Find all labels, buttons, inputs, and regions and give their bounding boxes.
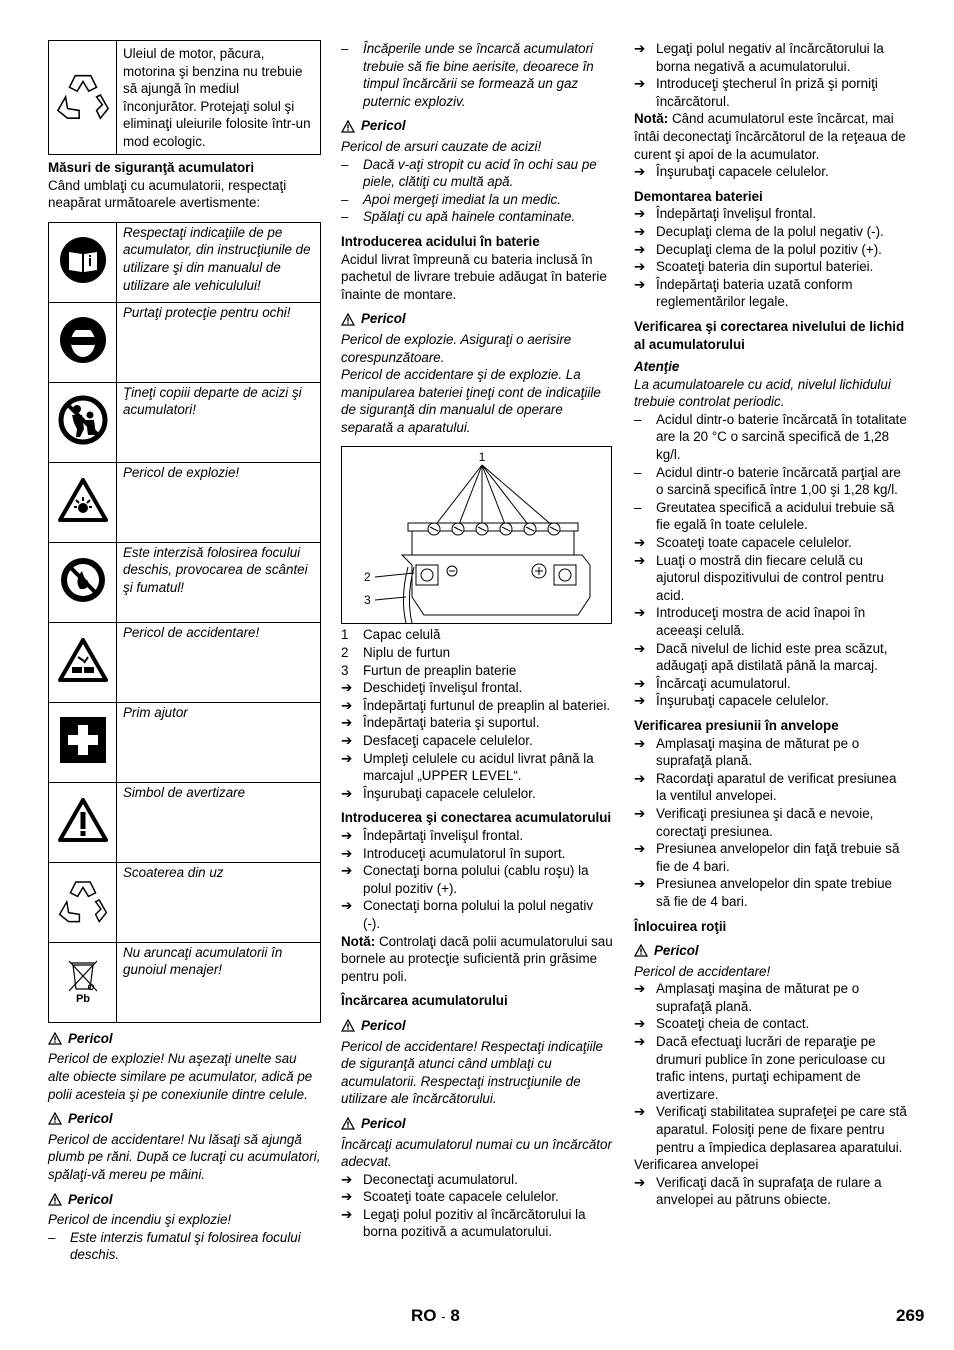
- danger-text: Încărcaţi acumulatorul numai cu un încărcător adecvat.: [341, 1136, 612, 1170]
- warning-icon: [48, 1193, 62, 1206]
- read-manual-icon: [49, 222, 117, 302]
- no-bin-pb-icon: [49, 942, 117, 1022]
- warning-icon: [341, 1117, 355, 1130]
- warning-icon: [634, 944, 648, 957]
- step-item: ➔ Înşurubaţi capacele celulelor.: [634, 693, 829, 709]
- explosion-icon: [49, 462, 117, 542]
- attention-label: Atenţie: [634, 359, 680, 375]
- step-item: ➔ Îndepărtaţi bateria uzată conform reglementărilor legale.: [634, 276, 853, 310]
- warning-icon: [341, 120, 355, 133]
- oil-text: Uleiul de motor, păcura, motorina şi benzina nu trebuie să ajungă în mediul înconjurător. Protejaţi solul şi eliminaţi uleiurile folosite într-un mod ecologic.: [117, 41, 321, 155]
- symbol-row: [49, 41, 321, 155]
- symbol-text: Scoaterea din uz: [117, 862, 321, 942]
- step-item: ➔ Scoateţi toate capacele celulelor.: [341, 1189, 559, 1205]
- battery-symbol-table: [48, 222, 321, 1023]
- symbol-text: Simbol de avertizare: [117, 782, 321, 862]
- symbol-text: Ţineţi copiii departe de acizi şi acumulatori!: [117, 382, 321, 462]
- list-item: – Spălaţi cu apă hainele contaminate.: [341, 209, 576, 225]
- section-heading: Verificarea şi corectarea nivelului de lichid al acumulatorului: [634, 318, 905, 352]
- step-item: ➔ Desfaceţi capacele celulelor.: [341, 733, 533, 749]
- attention-text: La acumulatoarele cu acid, nivelul lichidului trebuie controlat periodic.: [634, 376, 891, 410]
- callout-2: 2: [364, 570, 371, 585]
- step-item: ➔ Umpleţi celulele cu acidul livrat până la marcajul „UPPER LEVEL“.: [341, 750, 594, 784]
- danger-heading: Pericol: [48, 1191, 321, 1209]
- step-item: ➔ Decuplaţi clema de la polul negativ (-).: [634, 223, 884, 239]
- symbol-text: Pericol de accidentare!: [117, 622, 321, 702]
- step-item: ➔ Îndepărtaţi învelişul frontal.: [341, 828, 524, 843]
- danger-text: Pericol de explozie. Asiguraţi o aerisire corespunzătoare.: [341, 331, 572, 365]
- footer-section: RO - 8: [411, 1306, 460, 1325]
- list-item: – Este interzis fumatul şi folosirea focului deschis.: [48, 1229, 301, 1263]
- step-item: ➔ Îndepărtaţi bateria şi suportul.: [341, 715, 540, 731]
- column-middle: [341, 40, 613, 1241]
- step-item: ➔ Decuplaţi clema de la polul pozitiv (+).: [634, 241, 882, 257]
- list-item: – Acidul dintr-o baterie încărcată în totalitate are la 20 °C o sarcină specifică de 1,28 kg/l.: [634, 411, 907, 463]
- legend-item: 2 Niplu de furtun: [341, 645, 451, 661]
- recycle-icon: [49, 41, 117, 155]
- step-item: ➔ Scoateţi cheia de contact.: [634, 1016, 810, 1032]
- legend-item: 1 Capac celulă: [341, 627, 441, 643]
- danger-heading: Pericol: [48, 1110, 321, 1128]
- danger-heading: Pericol: [634, 942, 907, 960]
- symbol-text: Nu aruncaţi acumulatorii în gunoiul menajer!: [117, 942, 321, 1022]
- oil-symbol-table: [48, 40, 321, 155]
- step-item: ➔ Luaţi o mostră din fiecare celulă cu ajutorul dispozitivului de control pentru acid.: [634, 552, 884, 603]
- symbol-row: [49, 462, 321, 542]
- symbol-row: [49, 542, 321, 622]
- list-item: – Greutatea specifică a acidului trebuie să fie egală în toate celulele.: [634, 499, 895, 533]
- warning-icon: [48, 1112, 62, 1125]
- list-item: – Acidul dintr-o baterie încărcată parţial are o sarcină specifică între 1,00 şi 1,28 kg/l.: [634, 464, 901, 498]
- callout-3: 3: [364, 593, 371, 608]
- battery-intro: Când umblaţi cu acumulatorii, respectaţi neapărat următoarele avertismente:: [48, 177, 287, 211]
- recycle-icon: [49, 862, 117, 942]
- symbol-row: [49, 702, 321, 782]
- note: Notă: Controlaţi dacă polii acumulatorului sau bornele au protecţie suficientă prin grăsime pentru poli.: [341, 933, 613, 984]
- paragraph: Verificarea anvelopei: [634, 1157, 759, 1173]
- callout-1: 1: [478, 450, 486, 465]
- section-heading: Demontarea bateriei: [634, 188, 763, 204]
- danger-text: Pericol de accidentare! Respectaţi indicaţiile de siguranţă atunci când umblaţi cu acumulatorii. Respectaţi instrucţiunile de utilizare ale încărcătorului.: [341, 1038, 604, 1107]
- step-item: ➔ Dacă nivelul de lichid este prea scăzut, adăugaţi apă distilată până la marcaj.: [634, 640, 888, 674]
- warning-icon: [49, 782, 117, 862]
- danger-text: Pericol de accidentare!: [634, 963, 771, 979]
- warning-icon: [48, 1032, 62, 1045]
- warning-icon: [341, 1019, 355, 1032]
- section-heading: Înlocuirea roţii: [634, 918, 727, 934]
- page-number: 269: [896, 1306, 925, 1325]
- section-heading: Introducerea acidului în baterie: [341, 233, 540, 249]
- step-item: ➔ Racordaţi aparatul de verificat presiunea la ventilul anvelopei.: [634, 770, 897, 804]
- symbol-text: Pericol de explozie!: [117, 462, 321, 542]
- symbol-text: Respectaţi indicaţiile de pe acumulator, din instrucţiunile de utilizare şi din manualul de utilizare ale vehiculului!: [117, 222, 321, 302]
- corrosive-icon: [49, 622, 117, 702]
- step-item: ➔ Verificaţi presiunea şi dacă e nevoie, corectaţi presiunea.: [634, 805, 874, 839]
- step-item: ➔ Presiunea anvelopelor din faţă trebuie să fie de 4 bari.: [634, 841, 900, 874]
- danger-heading: Pericol: [341, 117, 613, 135]
- first-aid-icon: [49, 702, 117, 782]
- step-item: ➔ Verificaţi stabilitatea suprafeţei pe care stă aparatul. Folosiţi pene de fixare pentru pentru a împiedica deplasarea aparatului.: [634, 1104, 907, 1155]
- list-item: – Dacă v-aţi stropit cu acid în ochi sau pe piele, clătiţi cu multă apă.: [341, 156, 597, 190]
- paragraph: Acidul livrat împreună cu bateria inclusă în pachetul de livrare trebuie adăugat în baterie înainte de montare.: [341, 251, 607, 302]
- danger-text: Pericol de incendiu şi explozie!: [48, 1212, 232, 1228]
- step-item: ➔ Conectaţi borna polului la polul negativ (-).: [341, 898, 594, 931]
- step-item: ➔ Introduceţi acumulatorul în suport.: [341, 845, 566, 861]
- step-item: ➔ Introduceţi ştecherul în priză şi porniţi încărcătorul.: [634, 76, 878, 109]
- pb-label: Pb: [75, 992, 90, 1003]
- danger-heading: Pericol: [341, 1017, 613, 1035]
- symbol-row: [49, 382, 321, 462]
- battery-heading: Măsuri de siguranţă acumulatori: [48, 160, 255, 175]
- symbol-row: [49, 222, 321, 302]
- warning-icon: [341, 313, 355, 326]
- danger-text: Pericol de explozie! Nu aşezaţi unelte sau alte obiecte similare pe acumulator, adică pe polii acesteia şi pe conexiunile dintre celule.: [48, 1051, 313, 1102]
- section-heading: Încărcarea acumulatorului: [341, 993, 508, 1009]
- step-item: ➔ Scoateţi bateria din suportul bateriei.: [634, 259, 874, 275]
- danger-text: Pericol de arsuri cauzate de acizi!: [341, 138, 542, 154]
- step-item: ➔ Amplasaţi maşina de măturat pe o suprafaţă plană.: [634, 735, 860, 769]
- step-item: ➔ Scoateţi toate capacele celulelor.: [634, 535, 852, 551]
- legend-item: 3 Furtun de preaplin baterie: [341, 662, 517, 678]
- list-item: – Apoi mergeţi imediat la un medic.: [341, 191, 561, 207]
- symbol-row: [49, 862, 321, 942]
- battery-figure: [341, 446, 612, 624]
- symbol-row: [49, 782, 321, 862]
- symbol-text: Purtaţi protecţie pentru ochi!: [117, 302, 321, 382]
- no-fire-icon: [49, 542, 117, 622]
- step-item: ➔ Deconectaţi acumulatorul.: [341, 1171, 518, 1187]
- step-item: ➔ Înşurubaţi capacele celulelor.: [634, 164, 829, 180]
- step-item: ➔ Introduceţi mostra de acid înapoi în aceeaşi celulă.: [634, 605, 866, 638]
- symbol-row: [49, 622, 321, 702]
- note: Notă: Când acumulatorul este încărcat, mai întâi deconectaţi încărcătorul de la reţeaua de curent şi apoi de la acumulator.: [634, 111, 906, 162]
- keep-children-away-icon: [49, 382, 117, 462]
- step-item: ➔ Legaţi polul negativ al încărcătorului la borna negativă a acumulatorului.: [634, 41, 884, 74]
- step-item: ➔ Amplasaţi maşina de măturat pe o suprafaţă plană.: [634, 981, 860, 1014]
- danger-heading: Pericol: [48, 1030, 321, 1048]
- step-item: ➔ Presiunea anvelopelor din spate trebiue să fie de 4 bari.: [634, 876, 892, 909]
- section-heading: Verificarea presiunii în anvelope: [634, 717, 839, 733]
- danger-heading: Pericol: [341, 310, 613, 328]
- symbol-row: [49, 942, 321, 1022]
- step-item: ➔ Legaţi polul pozitiv al încărcătorului la borna pozitivă a acumulatorului.: [341, 1206, 586, 1240]
- step-item: ➔ Îndepărtaţi învelişul frontal.: [634, 206, 817, 222]
- step-item: ➔ Încărcaţi acumulatorul.: [634, 675, 791, 691]
- step-item: ➔ Înşurubaţi capacele celulelor.: [341, 785, 536, 801]
- step-item: ➔ Conectaţi borna polului (cablu roşu) la polul pozitiv (+).: [341, 863, 589, 896]
- section-heading: Introducerea şi conectarea acumulatorului: [341, 810, 612, 826]
- step-item: ➔ Deschideţi învelişul frontal.: [341, 680, 523, 696]
- eye-protection-icon: [49, 302, 117, 382]
- symbol-text: Este interzisă folosirea focului deschis, provocarea de scântei şi fumatul!: [117, 542, 321, 622]
- step-item: ➔ Dacă efectuaţi lucrări de reparaţie pe drumuri publice în zone periculoase cu trafic intens, purtaţi echipament de avertizare.: [634, 1034, 886, 1102]
- symbol-text: Prim ajutor: [117, 702, 321, 782]
- step-item: ➔ Verificaţi dacă în suprafaţa de rulare a anvelopei au pătruns obiecte.: [634, 1174, 882, 1208]
- danger-heading: Pericol: [341, 1115, 613, 1133]
- list-item: – Încăperile unde se încarcă acumulatori trebuie să fie bine aerisite, deoarece în timpul încărcării se formează un gaz puternic exploziv.: [341, 41, 594, 109]
- symbol-row: [49, 302, 321, 382]
- column-right: [634, 40, 907, 1209]
- danger-text: Pericol de accidentare şi de explozie. La manipularea bateriei ţineţi cont de indicaţiile de siguranţă din manualul de operare separată a aparatului.: [341, 367, 601, 435]
- column-left: [48, 40, 321, 1264]
- danger-text: Pericol de accidentare! Nu lăsaţi să ajungă plumb pe răni. După ce lucraţi cu acumulatori, spălaţi-vă mereu pe mâini.: [48, 1131, 321, 1182]
- step-item: ➔ Îndepărtaţi furtunul de preaplin al bateriei.: [341, 697, 611, 713]
